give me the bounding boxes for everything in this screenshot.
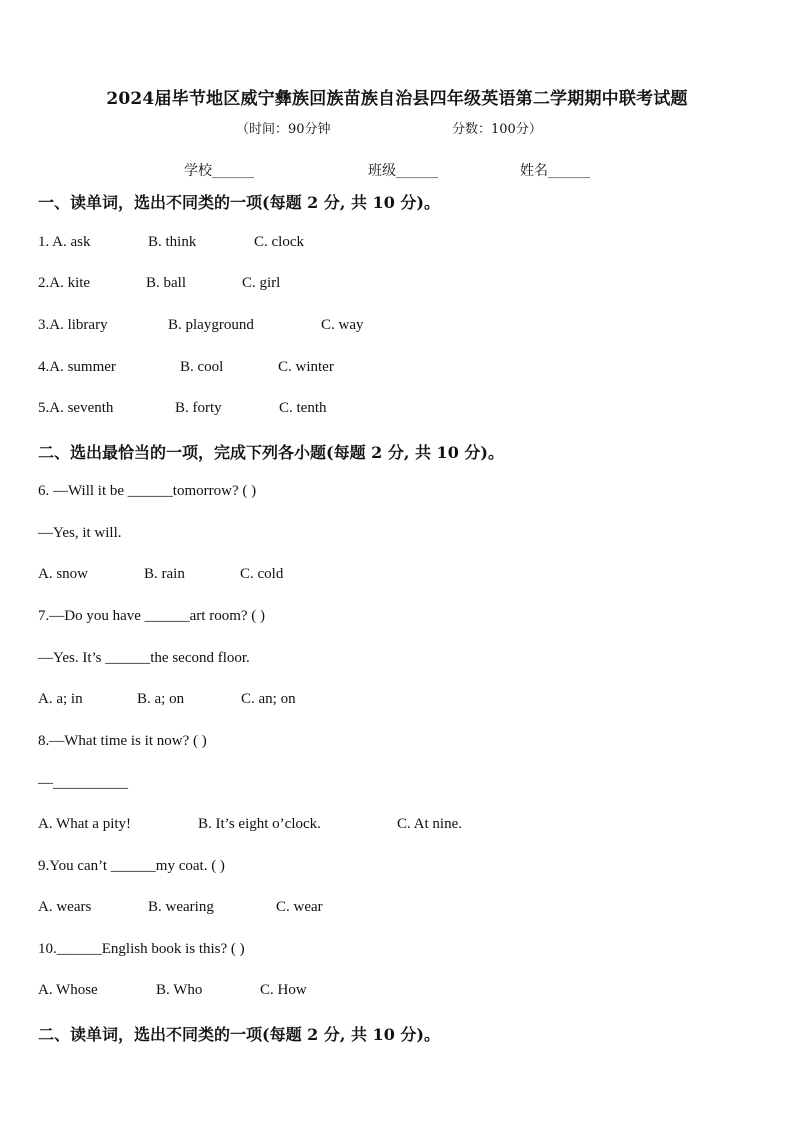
section-3-heading: 二、读单词，选出不同类的一项(每题 2 分, 共 10 分)。 — [38, 1025, 440, 1044]
exam-title: 2024届毕节地区威宁彝族回族苗族自治县四年级英语第二学期期中联考试题 — [106, 89, 688, 109]
q7-option-c: C. an; on — [241, 691, 296, 707]
q10-stem: 10.______English book is this? ( ) — [38, 941, 245, 957]
q8-option-b: B. It’s eight o’clock. — [198, 816, 321, 832]
q8-stem: 8.—What time is it now? ( ) — [38, 733, 207, 749]
q3-option-a: 3.A. library — [38, 317, 108, 333]
q3-option-c: C. way — [321, 317, 364, 333]
q2-option-b: B. ball — [146, 275, 186, 291]
q1-option-b: B. think — [148, 234, 197, 250]
exam-score: 分数：100分） — [452, 122, 542, 137]
q5-option-b: B. forty — [175, 400, 222, 416]
class-field: 班级______ — [368, 163, 438, 179]
school-field: 学校______ — [184, 163, 254, 179]
q4-option-c: C. winter — [278, 359, 334, 375]
q9-option-c: C. wear — [276, 899, 323, 915]
q7-option-b: B. a; on — [137, 691, 185, 707]
q2-option-a: 2.A. kite — [38, 275, 91, 291]
q5-option-a: 5.A. seventh — [38, 400, 114, 416]
q6-reply: —Yes, it will. — [38, 525, 122, 541]
exam-time: （时间：90分钟 — [236, 122, 331, 137]
q7-stem: 7.—Do you have ______art room? ( ) — [38, 608, 266, 624]
q6-option-a: A. snow — [38, 566, 89, 582]
q7-option-a: A. a; in — [38, 691, 83, 707]
q8-option-c: C. At nine. — [397, 816, 463, 832]
section-2-heading: 二、选出最恰当的一项，完成下列各小题(每题 2 分, 共 10 分)。 — [38, 443, 504, 462]
section-1-heading: 一、读单词，选出不同类的一项(每题 2 分, 共 10 分)。 — [38, 193, 440, 212]
q4-option-a: 4.A. summer — [38, 359, 116, 375]
q7-reply: —Yes. It’s ______the second floor. — [38, 650, 250, 666]
q9-option-b: B. wearing — [148, 899, 214, 915]
q1-option-c: C. clock — [254, 234, 304, 250]
q2-option-c: C. girl — [242, 275, 281, 291]
q6-stem: 6. —Will it be ______tomorrow? ( ) — [38, 483, 257, 499]
q9-option-a: A. wears — [38, 899, 92, 915]
q1-option-a: 1. A. ask — [38, 234, 91, 250]
q8-reply: —__________ — [38, 775, 128, 791]
q6-option-c: C. cold — [240, 566, 284, 582]
q8-option-a: A. What a pity! — [38, 816, 132, 832]
q10-option-a: A. Whose — [38, 982, 98, 998]
q3-option-b: B. playground — [168, 317, 254, 333]
name-field: 姓名______ — [520, 163, 590, 179]
q4-option-b: B. cool — [180, 359, 224, 375]
q9-stem: 9.You can’t ______my coat. ( ) — [38, 858, 225, 874]
q10-option-c: C. How — [260, 982, 307, 998]
q6-option-b: B. rain — [144, 566, 185, 582]
q10-option-b: B. Who — [156, 982, 203, 998]
q5-option-c: C. tenth — [279, 400, 327, 416]
